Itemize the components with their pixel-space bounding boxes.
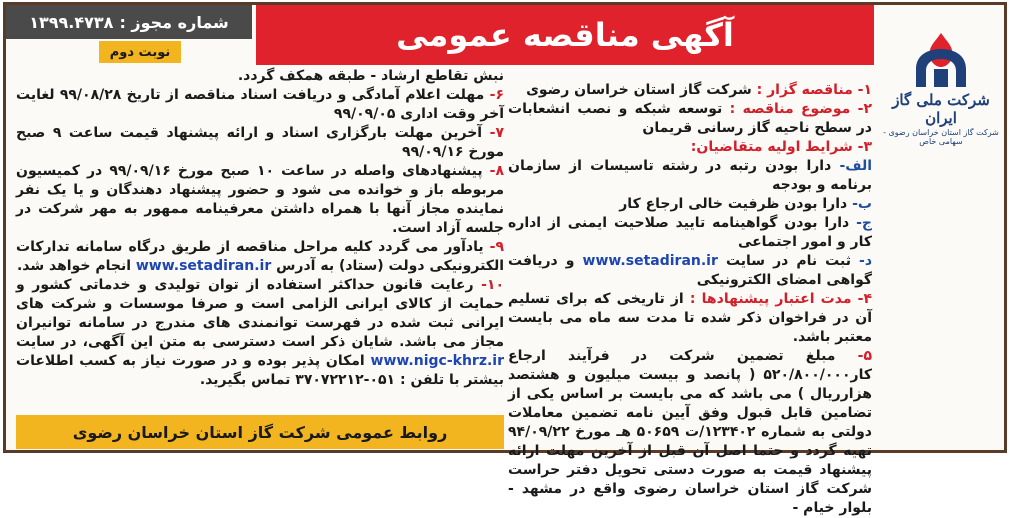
section-3	[508, 138, 872, 290]
section-9-post: انجام خواهد شد.	[16, 258, 131, 274]
permit-number: ۱۳۹۹.۴۷۳۸	[29, 12, 114, 32]
section-4-label: ۴- مدت اعتبار پیشنهادها :	[689, 291, 873, 307]
section-2-text: توسعه شبکه و نصب انشعابات در سطح ناحیه گاز رسانی قریمان	[508, 101, 872, 136]
condition-d-post: و دریافت گواهی امضای الکترونیکی	[508, 253, 872, 288]
section-10-post: امکان پذیر بوده و در صورت نیاز به کسب اطلاعات بیشتر با تلفن : ۰۵۱-۳۷۰۷۲۲۱۲ تماس بگیرید.	[16, 353, 504, 388]
section-9-label: ۹-	[489, 239, 504, 255]
condition-c-label: ج-	[856, 215, 873, 231]
section-7-label: ۷-	[489, 125, 504, 141]
condition-c-text: دارا بودن گواهینامه تایید صلاحیت ایمنی از اداره کار و امور اجتماعی	[508, 215, 872, 250]
section-9	[16, 238, 504, 276]
condition-a-text: دارا بودن رتبه در رشته تاسیسات از سازمان برنامه و بودجه	[508, 158, 872, 193]
section-4-text: از تاریخی که برای تسلیم آن در فراخوان ذکر شده تا مدت سه ماه می بایست معتبر باشد.	[508, 291, 872, 345]
section-10	[16, 276, 504, 390]
company-name: شرکت ملی گاز ایران	[892, 91, 990, 127]
section-4	[508, 290, 872, 347]
round-badge: نوبت دوم	[99, 41, 181, 63]
condition-d-text: ثبت نام در سایت	[725, 253, 851, 269]
section-8-text: پیشنهادهای واصله در ساعت ۱۰ صبح مورخ ۹۹/۰۹/۱۶ در کمیسیون مربوطه باز و خوانده می شود و حضور پیشنهاد دهندگان و یا یک نفر نماینده مجاز آنها با همراه داشتن معرفینامه ممهور به مهر شرکت در جلسه آزاد است.	[16, 163, 504, 236]
left-column	[16, 67, 504, 390]
flame-logo-icon	[908, 29, 974, 89]
condition-b	[508, 195, 872, 214]
condition-d	[508, 252, 872, 290]
company-subtitle: شرکت گاز استان خراسان رضوی - سهامی خاص	[883, 128, 999, 146]
condition-b-label: ب-	[852, 196, 872, 212]
section-5-continued: نبش تقاطع ارشاد - طبقه همکف گردد.	[237, 68, 504, 84]
section-1-text: شرکت گاز استان خراسان رضوی	[526, 82, 752, 98]
setadiran-link-2[interactable]: www.setadiran.ir	[135, 258, 272, 274]
page-title: آگهی مناقصه عمومی	[256, 5, 874, 65]
section-5-text: مبلغ تضمین شرکت در فرآیند ارجاع کار۵۲۰/۸۰۰/۰۰۰ ( پانصد و بیست میلیون و هشتصد هزارریال ) می باشد که می بایست بر اساس یکی از تضامین قابل قبول وفق آیین نامه تضمین معاملات دولتی به شماره ۱۲۳۴۰۲/ت ۵۰۶۵۹ هـ مورخ ۹۴/۰۹/۲۲ تهیه گردد و حتما اصل آن قبل از آخرین مهلت ارائه پیشنهاد قیمت به صورت دستی تحویل دفتر حراست شرکت گاز استان خراسان رضوی واقع در مشهد - بلوار خیام -	[508, 348, 872, 516]
condition-a	[508, 157, 872, 195]
section-7-text: آخرین مهلت بارگزاری اسناد و ارائه پیشنهاد قیمت ساعت ۹ صبح مورخ ۹۹/۰۹/۱۶	[16, 125, 504, 160]
condition-b-text: دارا بودن ظرفیت خالی ارجاع کار	[619, 196, 848, 212]
section-1-label: ۱- مناقصه گزار :	[756, 82, 872, 98]
section-1	[508, 81, 872, 100]
condition-c	[508, 214, 872, 252]
section-7	[16, 124, 504, 162]
section-10-text: رعایت قانون حداکثر استفاده از توان تولیدی و خدماتی کشور و حمایت از کالای ایرانی الزامی است و صرفا موسسات و شرکت های ایرانی ثبت شده در فهرست توانمندی های مندرج در سامانه توانیران مجاز می باشد. شایان ذکر است دسترسی به متن این آگهی، در سایت	[16, 277, 504, 350]
nigc-link[interactable]: www.nigc-khrz.ir	[370, 353, 504, 369]
section-5-label: ۵-	[857, 348, 873, 364]
section-6-label: ۶-	[489, 87, 504, 103]
section-2-label: ۲- موضوع مناقصه :	[729, 101, 873, 117]
company-logo	[876, 29, 1006, 146]
tender-notice	[3, 2, 1007, 516]
section-5	[508, 347, 872, 518]
section-2	[508, 100, 872, 138]
section-10-label: ۱۰-	[481, 277, 504, 293]
section-8	[16, 162, 504, 238]
section-9-text: یادآور می گردد کلیه مراحل مناقصه از طریق درگاه سامانه تدارکات الکترونیکی دولت (ستاد) به آدرس	[16, 239, 504, 274]
condition-d-label: د-	[859, 253, 873, 269]
permit-label: شماره مجوز :	[119, 12, 229, 32]
section-6-text: مهلت اعلام آمادگی و دریافت اسناد مناقصه از تاریخ ۹۹/۰۸/۲۸ لغایت آخر وقت اداری ۹۹/۰۹/۰۵	[16, 87, 504, 122]
section-6	[16, 86, 504, 124]
section-8-label: ۸-	[489, 163, 505, 179]
section-3-label: ۳- شرایط اولیه متقاضیان:	[690, 139, 872, 155]
condition-a-label: الف-	[839, 158, 873, 174]
setadiran-link[interactable]: www.setadiran.ir	[582, 253, 718, 269]
public-relations-footer: روابط عمومی شرکت گاز استان خراسان رضوی	[16, 415, 504, 449]
permit-box	[6, 5, 252, 39]
right-column	[508, 81, 872, 518]
